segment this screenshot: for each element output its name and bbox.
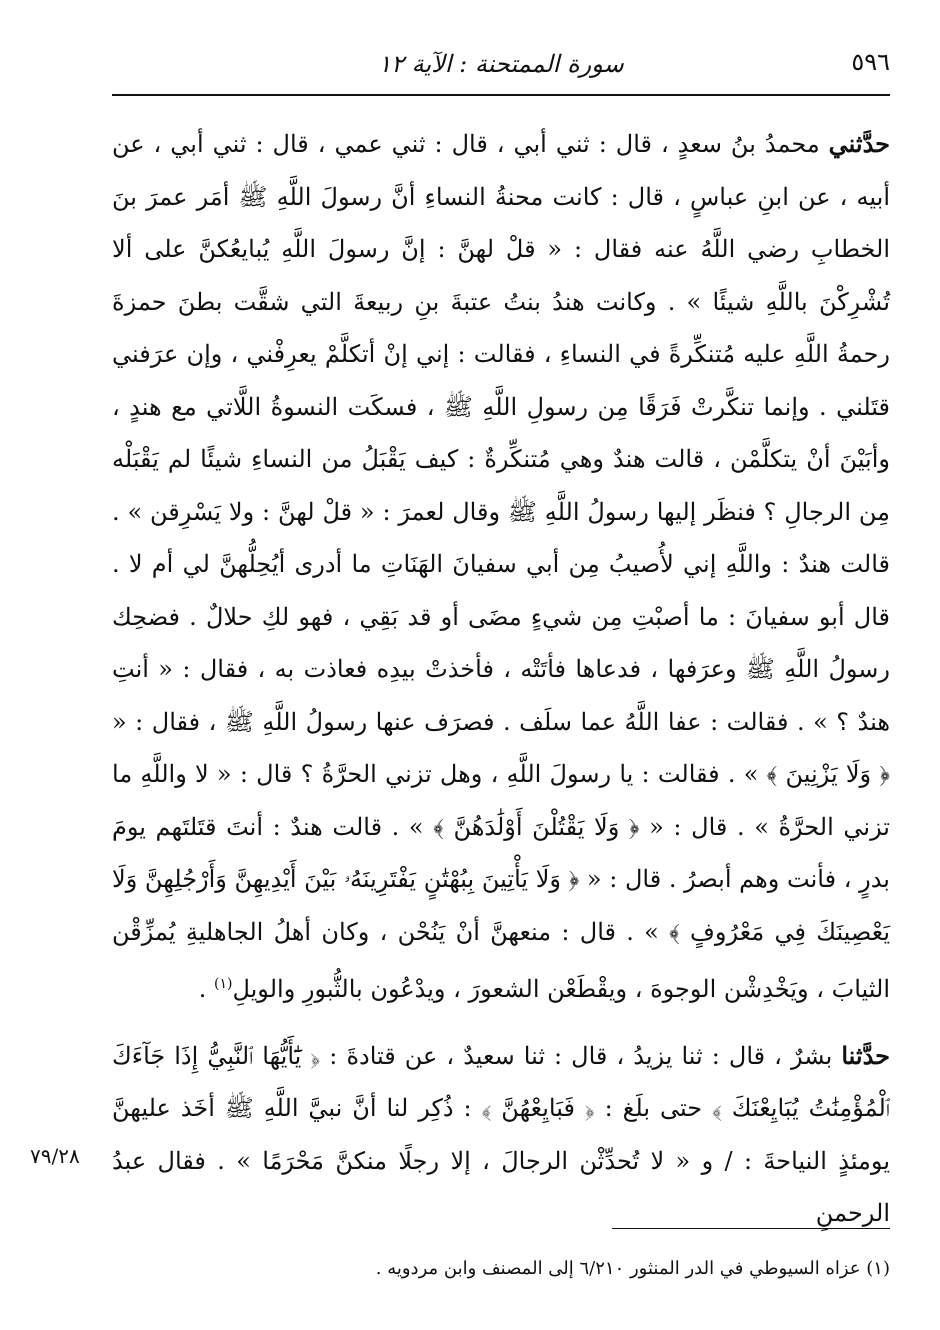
paragraph-2 — [112, 1030, 890, 1240]
margin-reference: ٧٩/٢٨ — [30, 1144, 80, 1168]
paragraph-1 — [112, 118, 890, 1016]
page-number: ٥٩٦ — [851, 48, 890, 76]
footnote: (١) عزاه السيوطي في الدر المنثور ٦/٢١٠ إلى المصنف وابن مردويه . — [375, 1258, 890, 1279]
footnote-marker: (١) — [213, 976, 233, 992]
paragraph-text: بشرٌ ، قال : ثنا يزيدُ ، قال : ثنا سعيدٌ ، عن قتادةَ : ﴿ يَٰٓأَيُّهَا ٱلنَّبِيُّ إِذَا جَآءَكَ ٱلْمُؤْمِنَٰتُ يُبَايِعْنَكَ ﴾ حتى بلَغ : ﴿ فَبَايِعْهُنَّ ﴾ : ذُكِر لنا أنَّ نبيَّ اللَّهِ ﷺ أخَذ عليهنَّ يومئذٍ النياحةَ : / و « لا تُحدِّثْن الرجالَ ، إلا رجلًا منكنَّ مَحْرَمًا » . فقال عبدُ الرحمنِ — [112, 1041, 891, 1227]
paragraph-text: محمدُ بنُ سعدٍ ، قال : ثني أبي ، قال : ثني عمي ، قال : ثني أبي ، عن أبيه ، عن ابنِ عباسٍ ، قال : كانت محنةُ النساءِ أنَّ رسولَ اللَّهِ ﷺ أمَر عمرَ بنَ الخطابِ رضي اللَّهُ عنه فقال : « قلْ لهنَّ : إنَّ رسولَ اللَّهِ يُبايعُكنَّ على ألا تُشْرِكْنَ باللَّهِ شيئًا » . وكانت هندُ بنتُ عتبةَ بنِ ربيعةَ التي شقَّت بطنَ حمزةَ رحمةُ اللَّهِ عليه مُتنكِّرةً في النساءِ ، فقالت : إني إنْ أتكلَّمْ يعرِفْني ، وإن عرَفني قتَلني . وإنما تنكَّرتْ فَرَقًا مِن رسولِ اللَّهِ ﷺ ، فسكَت النسوةُ اللَّاتي مع هندٍ ، وأبَيْنَ أنْ يتكلَّمْن ، قالت هندٌ وهي مُتنكِّرةٌ : كيف يَقْبَلُ من النساءِ شيئًا لم يَقْبَلْه مِن الرجالِ ؟ فنظَر إليها رسولُ اللَّهِ ﷺ وقال لعمرَ : « قلْ لهنَّ : ولا يَسْرِقن » . قالت هندٌ : واللَّهِ إني لأُصيبُ مِن أبي سفيانَ الهَنَاتِ ما أدرى أيُحِلُّهنَّ لي أم لا . قال أبو سفيانَ : ما أصبْتِ مِن شيءٍ مضَى أو قد بَقِي ، فهو لكِ حلالٌ . فضحِك رسولُ اللَّهِ ﷺ وعرَفها ، فدعاها فأتَتْه ، فأخذتْ بيدِه فعاذت به ، فقال : « أنتِ هندٌ ؟ » . فقالت : عفا اللَّهُ عما سلَف . فصرَف عنها رسولُ اللَّهِ ﷺ ، فقال : « ﴿ وَلَا يَزْنِينَ ﴾ » . فقالت : يا رسولَ اللَّهِ ، وهل تزني الحرَّةُ ؟ قال : « لا واللَّهِ ما تزني الحرَّةُ » . قال : « ﴿ وَلَا يَقْتُلْنَ أَوْلَٰدَهُنَّ ﴾ » . قالت هندٌ : أنتَ قتَلتَهم يومَ بدرٍ ، فأنت وهم أبصرُ . قال : « ﴿ وَلَا يَأْتِينَ بِبُهْتَٰنٍ يَفْتَرِينَهُۥ بَيْنَ أَيْدِيهِنَّ وَأَرْجُلِهِنَّ وَلَا يَعْصِينَكَ فِي مَعْرُوفٍ ﴾ » . قال : منعهنَّ أنْ يَنُحْن ، وكان أهلُ الجاهليةِ يُمزِّقْن الثيابَ ، ويَخْدِشْن الوجوهَ ، ويقْطَعْن الشعورَ ، ويدْعُون بالثُّبورِ والويلِ — [112, 130, 890, 1003]
paragraph-lead: حدَّثني — [828, 129, 891, 158]
paragraph-tail: . — [198, 975, 214, 1003]
footnote-divider — [612, 1228, 890, 1229]
page-header — [112, 40, 890, 96]
paragraph-lead: حدَّثنا — [841, 1040, 891, 1070]
running-title: سورة الممتحنة : الآية ١٢ — [378, 50, 624, 78]
main-text — [112, 118, 890, 1240]
